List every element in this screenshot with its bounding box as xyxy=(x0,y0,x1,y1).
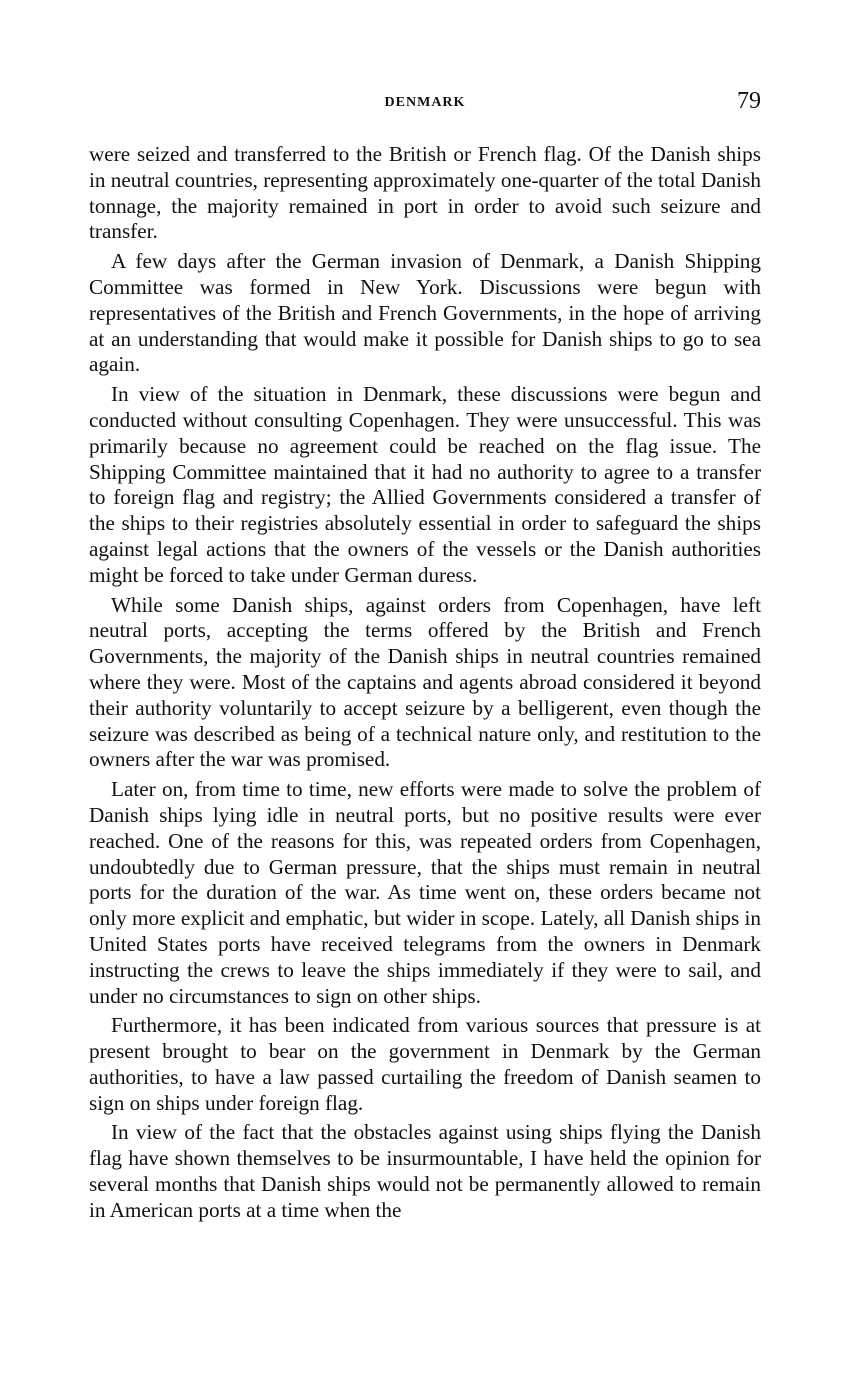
paragraph: In view of the situation in Denmark, these discussions were begun and conducted without consulting Copenhagen. They were unsuccessful. This was primarily because no agreement could be reached on the flag issue. The Shipping Committee maintained that it had no authority to agree to a transfer to foreign flag and registry; the Allied Governments considered a transfer of the ships to their registries absolutely essential in order to safeguard the ships against legal actions that the owners of the vessels or the Danish authorities might be forced to take under German duress. xyxy=(89,382,761,587)
body-text xyxy=(89,142,761,1224)
paragraph: In view of the fact that the obstacles against using ships flying the Danish flag have shown themselves to be insurmountable, I have held the opinion for several months that Danish ships would not be permanently allowed to remain in American ports at a time when the xyxy=(89,1120,761,1222)
running-head xyxy=(89,88,761,124)
running-title: DENMARK xyxy=(384,95,466,110)
page-number: 79 xyxy=(737,88,761,114)
paragraph: While some Danish ships, against orders from Copenhagen, have left neutral ports, accepting the terms offered by the British and French Governments, the majority of the Danish ships in neutral countries remained where they were. Most of the captains and agents abroad considered it beyond their authority voluntarily to accept seizure by a belligerent, even though the seizure was described as being of a technical nature only, and restitution to the owners after the war was promised. xyxy=(89,592,761,772)
document-page xyxy=(89,88,761,1228)
paragraph: A few days after the German invasion of Denmark, a Danish Shipping Committee was formed in New York. Discussions were begun with representatives of the British and French Governments, in the hope of arriving at an understanding that would make it possible for Danish ships to go to sea again. xyxy=(89,249,761,377)
paragraph-continued: were seized and transferred to the British or French flag. Of the Danish ships in neutral countries, representing approximately one-quarter of the total Danish tonnage, the majority remained in port in order to avoid such seizure and transfer. xyxy=(89,142,761,244)
paragraph: Furthermore, it has been indicated from various sources that pressure is at present brought to bear on the government in Denmark by the German authorities, to have a law passed curtailing the freedom of Danish seamen to sign on ships under foreign flag. xyxy=(89,1013,761,1115)
paragraph: Later on, from time to time, new efforts were made to solve the problem of Danish ships lying idle in neutral ports, but no positive results were ever reached. One of the reasons for this, was repeated orders from Copenhagen, undoubtedly due to German pressure, that the ships must remain in neutral ports for the duration of the war. As time went on, these orders became not only more explicit and emphatic, but wider in scope. Lately, all Danish ships in United States ports have received telegrams from the owners in Denmark instructing the crews to leave the ships immediately if they were to sail, and under no circumstances to sign on other ships. xyxy=(89,777,761,1008)
